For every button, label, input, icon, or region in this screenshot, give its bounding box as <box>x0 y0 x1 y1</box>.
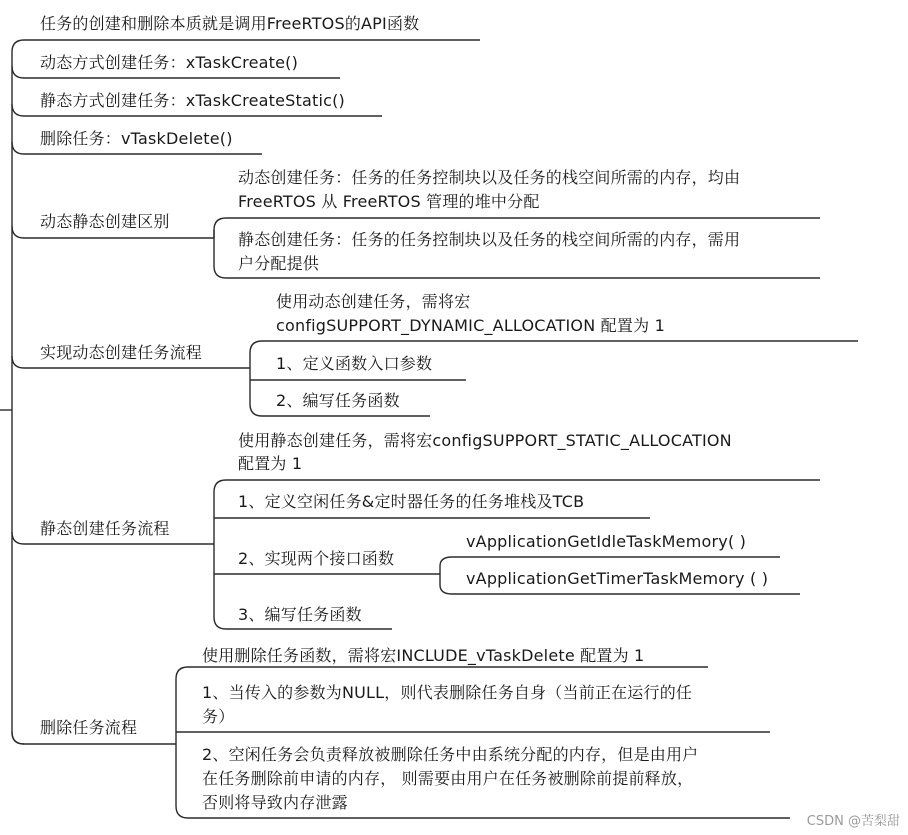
delete-flow-macro: 使用删除任务函数，需将宏INCLUDE_vTaskDelete 配置为 1 <box>202 646 645 665</box>
delete-flow-step2-line3: 否则将导致内存泄露 <box>202 793 348 812</box>
interface-timer-task-memory: vApplicationGetTimerTaskMemory ( ) <box>466 569 769 588</box>
static-flow-step1: 1、定义空闲任务&定时器任务的任务堆栈及TCB <box>238 492 585 511</box>
static-flow-macro-line1: 使用静态创建任务，需将宏configSUPPORT_STATIC_ALLOCATION <box>238 431 732 450</box>
static-flow-macro-line2: 配置为 1 <box>238 454 303 473</box>
watermark: CSDN @苦梨甜 <box>806 814 900 829</box>
branch-dynamic-create: 动态方式创建任务：xTaskCreate() <box>40 53 299 72</box>
branch-api-functions: 任务的创建和删除本质就是调用FreeRTOS的API函数 <box>40 14 420 33</box>
static-flow-step3: 3、编写任务函数 <box>238 605 362 624</box>
interface-idle-task-memory: vApplicationGetIdleTaskMemory( ) <box>466 532 747 551</box>
delete-flow-step2-line2: 在任务删除前申请的内存， 则需要由用户在任务被删除前提前释放， <box>202 769 694 788</box>
difference-dynamic-line1: 动态创建任务：任务的任务控制块以及任务的栈空间所需的内存，均由 <box>238 168 741 187</box>
difference-static-line1: 静态创建任务：任务的任务控制块以及任务的栈空间所需的内存，需用 <box>238 230 741 249</box>
delete-flow-step1-line1: 1、当传入的参数为NULL，则代表删除任务自身（当前正在运行的任 <box>202 683 693 702</box>
dynamic-flow-step1: 1、定义函数入口参数 <box>276 354 433 373</box>
difference-dynamic-line2: FreeRTOS 从 FreeRTOS 管理的堆中分配 <box>238 192 540 211</box>
dynamic-flow-macro-line1: 使用动态创建任务，需将宏 <box>276 292 471 311</box>
dynamic-flow-macro-line2: configSUPPORT_DYNAMIC_ALLOCATION 配置为 1 <box>276 316 665 335</box>
delete-flow-step2-line1: 2、空闲任务会负责释放被删除任务中由系统分配的内存，但是由用户 <box>202 745 699 764</box>
branch-static-create-flow: 静态创建任务流程 <box>40 519 170 538</box>
delete-flow-step1-line2: 务） <box>202 707 235 726</box>
branch-delete-flow: 删除任务流程 <box>40 718 138 737</box>
branch-dynamic-static-difference: 动态静态创建区别 <box>40 212 170 231</box>
static-flow-step2: 2、实现两个接口函数 <box>238 549 395 568</box>
branch-dynamic-create-flow: 实现动态创建任务流程 <box>40 343 203 362</box>
difference-static-line2: 户分配提供 <box>238 254 320 273</box>
branch-delete-task: 删除任务：vTaskDelete() <box>40 129 233 148</box>
branch-static-create: 静态方式创建任务：xTaskCreateStatic() <box>40 91 345 110</box>
dynamic-flow-step2: 2、编写任务函数 <box>276 391 400 410</box>
